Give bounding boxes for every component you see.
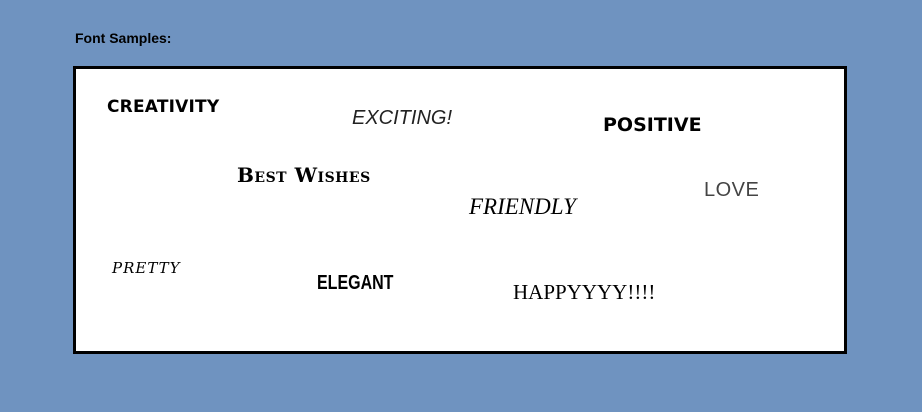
font-samples-panel xyxy=(73,66,847,354)
sample-pretty: pretty xyxy=(112,254,181,278)
sample-friendly: FRIENDLY xyxy=(469,194,576,219)
sample-love: LOVE xyxy=(704,179,760,201)
sample-happy: HAPPYYYY!!!! xyxy=(513,280,656,304)
sample-positive: POSITIVE xyxy=(603,114,702,136)
sample-elegant: ELEGANT xyxy=(317,272,394,294)
sample-exciting: EXCITING! xyxy=(352,107,453,129)
sample-best-wishes: Best Wishes xyxy=(237,163,371,187)
sample-creativity: CREATIVITY xyxy=(107,97,220,117)
font-samples-heading: Font Samples: xyxy=(75,30,172,46)
